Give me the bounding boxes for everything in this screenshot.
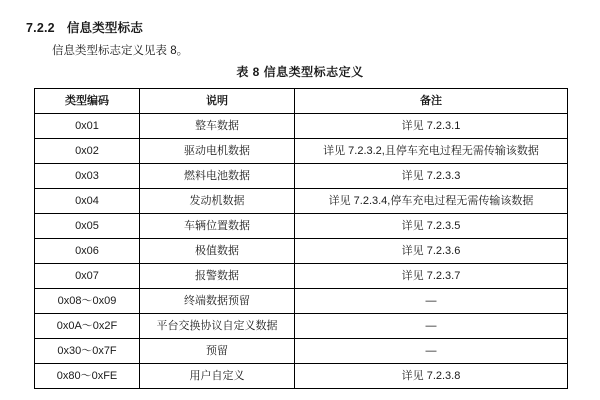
cell-description: 用户自定义 — [140, 364, 295, 389]
table-header-row — [35, 89, 568, 114]
table-caption: 表 8 信息类型标志定义 — [236, 65, 364, 79]
cell-remark: 详见 7.2.3.1 — [295, 114, 568, 139]
cell-remark: 详见 7.2.3.3 — [295, 164, 568, 189]
cell-description: 平台交换协议自定义数据 — [140, 314, 295, 339]
column-header-description: 说明 — [140, 89, 295, 114]
cell-remark: 详见 7.2.3.2,且停车充电过程无需传输该数据 — [295, 139, 568, 164]
cell-description: 驱动电机数据 — [140, 139, 295, 164]
cell-description: 终端数据预留 — [140, 289, 295, 314]
cell-description: 车辆位置数据 — [140, 214, 295, 239]
cell-remark: — — [295, 314, 568, 339]
cell-code: 0x02 — [35, 139, 140, 164]
cell-description: 整车数据 — [140, 114, 295, 139]
cell-code: 0x05 — [35, 214, 140, 239]
section-number: 7.2.2 — [26, 21, 55, 35]
table-row — [35, 239, 568, 264]
cell-code: 0x04 — [35, 189, 140, 214]
cell-code: 0x03 — [35, 164, 140, 189]
cell-code: 0x01 — [35, 114, 140, 139]
cell-code: 0x0A～0x2F — [35, 314, 140, 339]
table-row — [35, 189, 568, 214]
cell-remark: 详见 7.2.3.4,停车充电过程无需传输该数据 — [295, 189, 568, 214]
cell-remark: — — [295, 339, 568, 364]
table-row — [35, 314, 568, 339]
info-type-table — [34, 88, 568, 389]
table-row — [35, 214, 568, 239]
cell-description: 预留 — [140, 339, 295, 364]
cell-description: 报警数据 — [140, 264, 295, 289]
table-row — [35, 139, 568, 164]
section-title: 信息类型标志 — [66, 21, 144, 35]
table-row — [35, 364, 568, 389]
section-heading — [26, 18, 143, 36]
cell-remark: 详见 7.2.3.5 — [295, 214, 568, 239]
cell-code: 0x30～0x7F — [35, 339, 140, 364]
cell-remark: 详见 7.2.3.7 — [295, 264, 568, 289]
table-header — [35, 89, 568, 114]
cell-description: 极值数据 — [140, 239, 295, 264]
cell-code: 0x07 — [35, 264, 140, 289]
cell-remark: — — [295, 289, 568, 314]
table-row — [35, 164, 568, 189]
cell-description: 发动机数据 — [140, 189, 295, 214]
intro-paragraph: 信息类型标志定义见表 8。 — [52, 45, 189, 57]
table-row — [35, 289, 568, 314]
table-row — [35, 339, 568, 364]
column-header-remark: 备注 — [295, 89, 568, 114]
table-container — [34, 88, 567, 389]
table-row — [35, 264, 568, 289]
cell-code: 0x08～0x09 — [35, 289, 140, 314]
table-row — [35, 114, 568, 139]
cell-remark: 详见 7.2.3.6 — [295, 239, 568, 264]
column-header-code: 类型编码 — [35, 89, 140, 114]
cell-code: 0x06 — [35, 239, 140, 264]
cell-code: 0x80～0xFE — [35, 364, 140, 389]
table-body — [35, 114, 568, 389]
cell-remark: 详见 7.2.3.8 — [295, 364, 568, 389]
cell-description: 燃料电池数据 — [140, 164, 295, 189]
